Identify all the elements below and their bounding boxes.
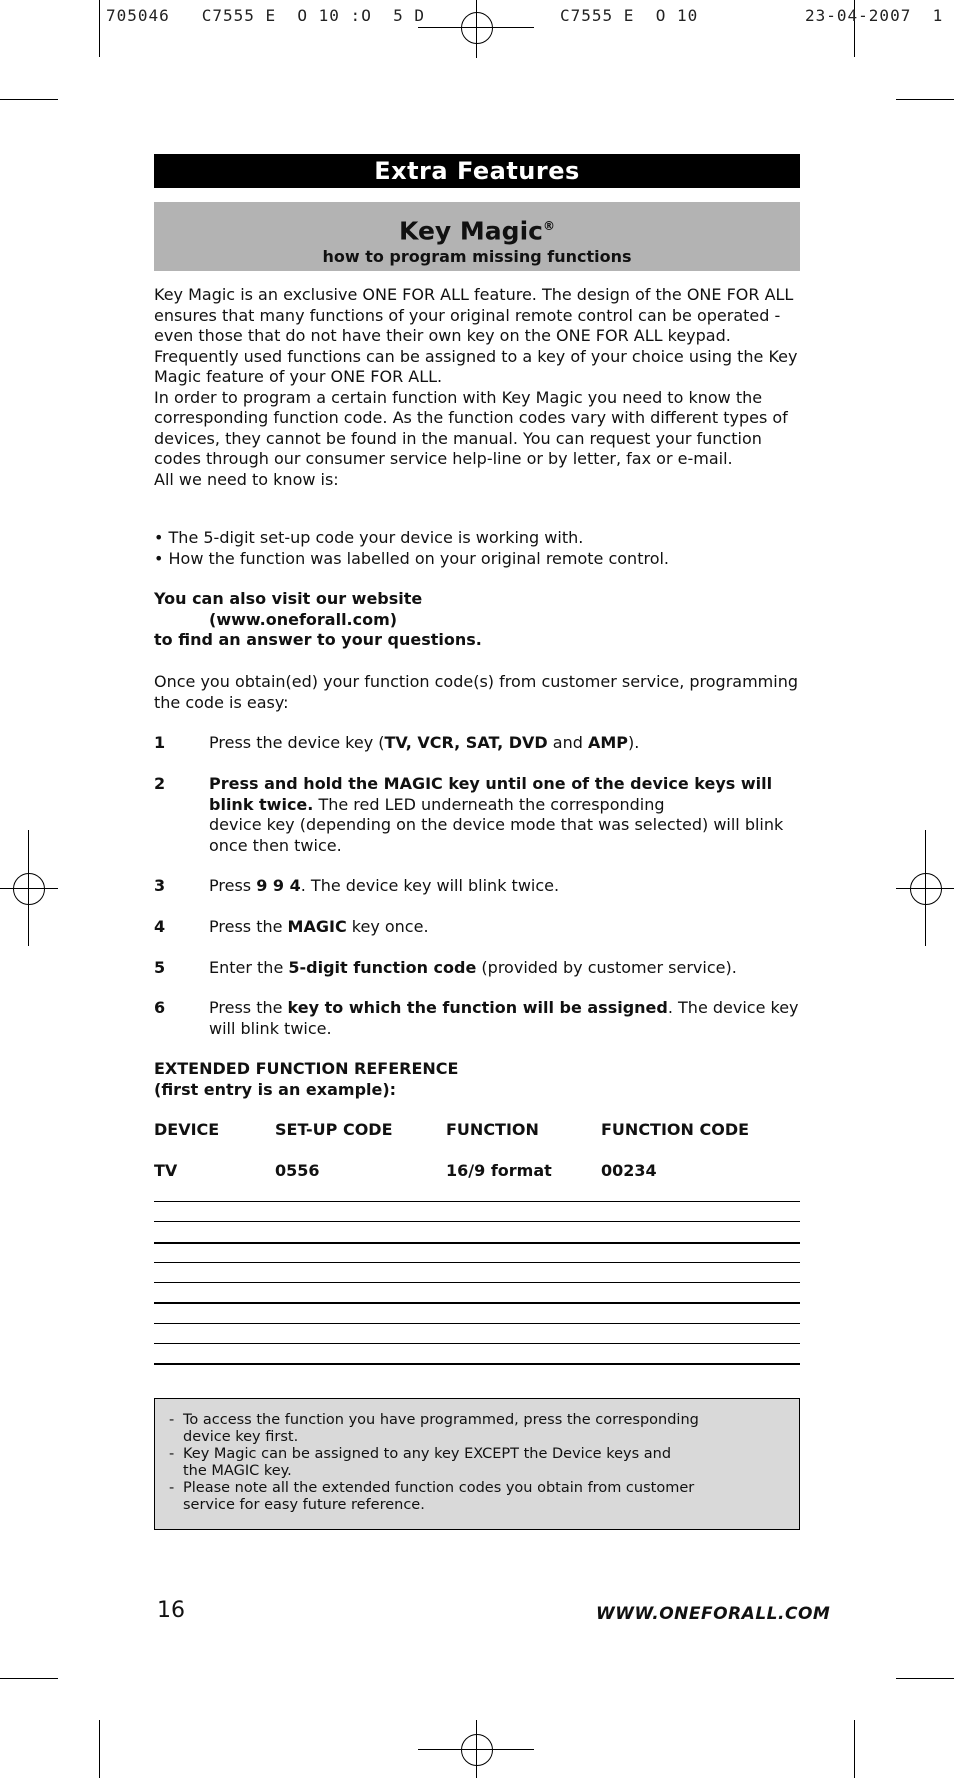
registration-target-icon (461, 12, 493, 44)
notes-box: - To access the function you have programmed, press the corresponding device key first. - Key Magic can be assigned to any key EXCEPT the Device keys and the MAGIC key. - Please note all the extended function codes you obtain from customer service for easy future reference. (154, 1398, 800, 1530)
crop-mark (99, 1720, 100, 1778)
fill-in-line[interactable] (154, 1201, 800, 1202)
crop-mark (896, 1678, 954, 1679)
column-header: DEVICE (154, 1120, 220, 1139)
fill-in-line[interactable] (154, 1323, 800, 1324)
crop-mark (99, 0, 100, 57)
step-text: Press the MAGIC key once. (209, 917, 429, 936)
registration-target-icon (910, 873, 942, 905)
table-cell: TV (154, 1161, 178, 1180)
reference-title: EXTENDED FUNCTION REFERENCE (first entry is an example): (154, 1059, 459, 1099)
page-number: 16 (157, 1598, 185, 1623)
registration-target-icon (13, 873, 45, 905)
registered-mark: ® (542, 219, 555, 233)
fill-in-line[interactable] (154, 1363, 800, 1365)
intro (154, 285, 800, 490)
step-number: 1 (154, 733, 166, 752)
feature-header (154, 202, 800, 271)
feature-subtitle: how to program missing functions (322, 247, 632, 267)
print-header-middle: C7555 E O 10 (560, 6, 699, 25)
fill-in-line[interactable] (154, 1343, 800, 1344)
crop-mark (0, 1678, 58, 1679)
step-number: 5 (154, 958, 166, 977)
website-note (154, 589, 800, 651)
website-note-line: You can also visit our website (154, 589, 423, 608)
fill-in-line[interactable] (154, 1262, 800, 1263)
crop-mark (854, 1720, 855, 1778)
website-footer[interactable]: WWW.ONEFORALL.COM (596, 1604, 831, 1624)
intro-paragraph: In order to program a certain function with Key Magic you need to know the corresponding function code. As the function codes vary with different types of devices, they cannot be found in the manual. You can request your function codes through our consumer service help-line or by letter, fax or e-mail. (154, 387, 788, 468)
website-note-line: to find an answer to your questions. (154, 630, 482, 649)
fill-in-line[interactable] (154, 1302, 800, 1304)
step-text: Enter the 5-digit function code (provided by customer service). (209, 958, 737, 977)
crop-mark (0, 99, 58, 100)
step-text: Press the key to which the function will be assigned. The device key will blink twice. (209, 998, 799, 1038)
crop-mark (896, 99, 954, 100)
fill-in-line[interactable] (154, 1242, 800, 1244)
registration-target-icon (461, 1734, 493, 1766)
table-header (154, 1120, 800, 1140)
column-header: FUNCTION (446, 1120, 539, 1139)
step-text: Press the device key (TV, VCR, SAT, DVD and AMP). (209, 733, 640, 752)
step-text: Press and hold the MAGIC key until one of the device keys will blink twice. The red LED underneath the corresponding device key (depending on the device mode that was selected) will blink once then twice. (209, 774, 784, 855)
steps-intro: Once you obtain(ed) your function code(s) from customer service, programming the code is easy: (154, 672, 798, 712)
feature-title: Key Magic® (399, 216, 555, 246)
intro-paragraph: Key Magic is an exclusive ONE FOR ALL feature. The design of the ONE FOR ALL ensures that many functions of your original remote control can be operated - even those that do not have their own key on the ONE FOR ALL keypad. Frequently used functions can be assigned to a key of your choice using the Key Magic feature of your ONE FOR ALL. (154, 285, 798, 386)
print-header-left: 705046 C7555 E O 10 :O 5 D (106, 6, 425, 25)
fill-in-line[interactable] (154, 1221, 800, 1222)
column-header: FUNCTION CODE (601, 1120, 750, 1139)
print-header-right: 23-04-2007 1 (805, 6, 944, 25)
requirements-list (154, 528, 800, 569)
list-item: • How the function was labelled on your original remote control. (154, 548, 670, 568)
step-number: 6 (154, 998, 166, 1017)
section-title: Extra Features (154, 154, 800, 188)
table-cell: 0556 (275, 1161, 320, 1180)
column-header: SET-UP CODE (275, 1120, 393, 1139)
table-row (154, 1161, 800, 1181)
website-note-link[interactable]: (www.oneforall.com) (209, 609, 398, 629)
step-text: Press 9 9 4. The device key will blink twice. (209, 876, 560, 895)
step-number: 2 (154, 774, 166, 793)
fill-in-line[interactable] (154, 1282, 800, 1283)
step-number: 3 (154, 876, 166, 895)
step-number: 4 (154, 917, 166, 936)
intro-paragraph: All we need to know is: (154, 469, 339, 489)
list-item: • The 5-digit set-up code your device is working with. (154, 528, 584, 547)
table-cell: 16/9 format (446, 1161, 552, 1180)
table-cell: 00234 (601, 1161, 657, 1180)
